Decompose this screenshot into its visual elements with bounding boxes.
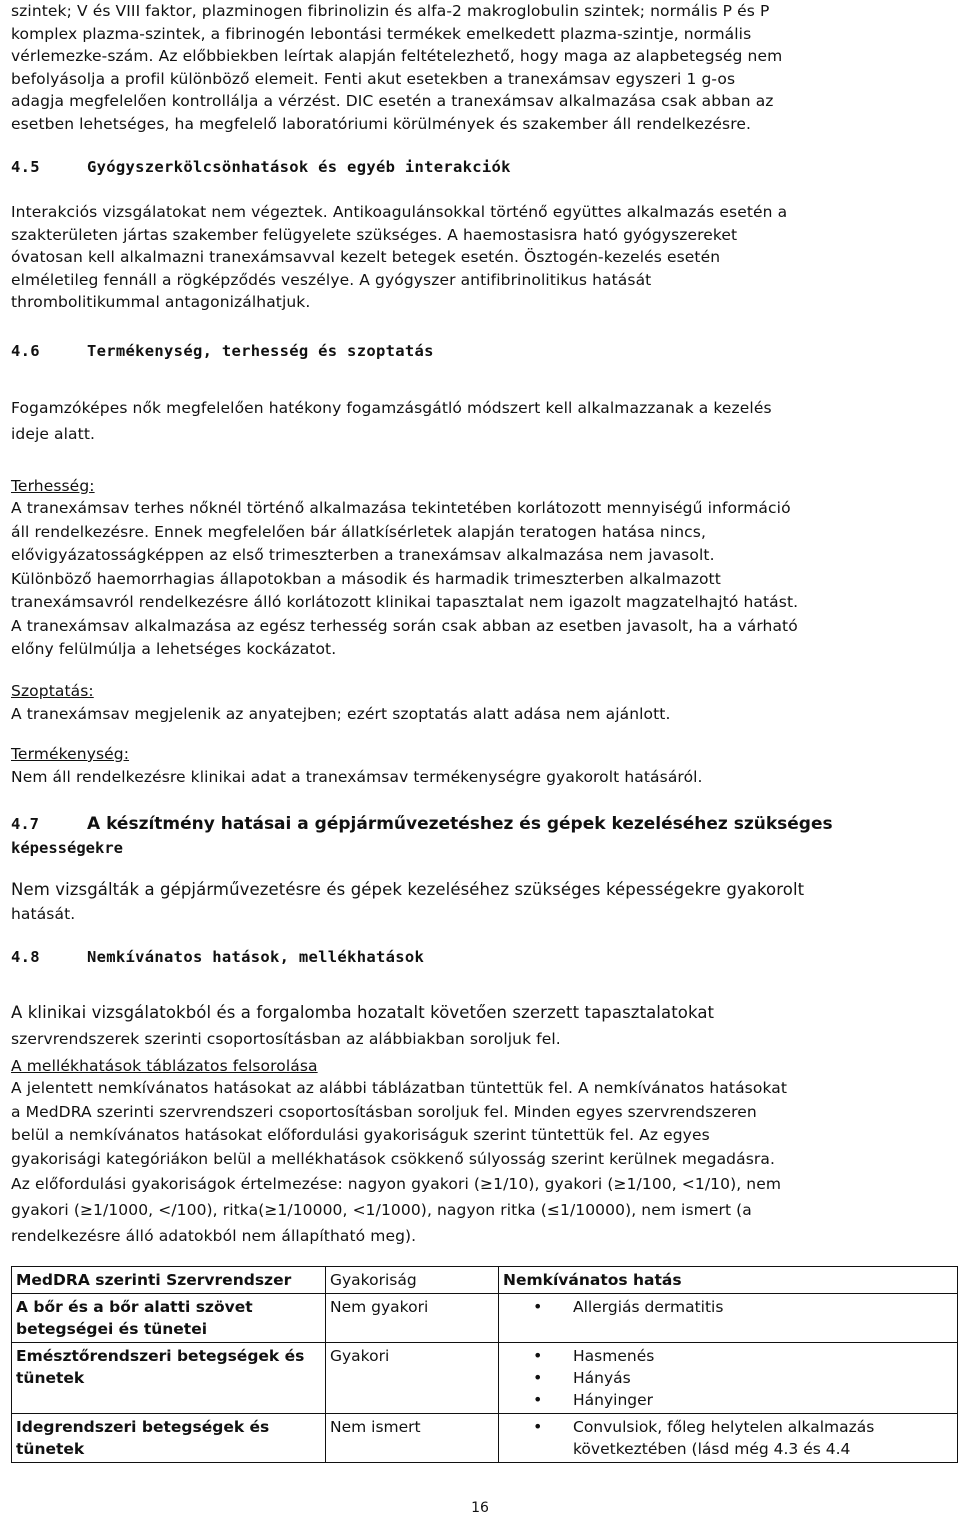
table-header-row xyxy=(12,1267,958,1294)
text-line: Interakciós vizsgálatokat nem végeztek. Antikoagulánsokkal történő együttes alkalmazás esetén a xyxy=(11,203,788,221)
section-4-5-body xyxy=(11,201,787,314)
effects-cell xyxy=(499,1343,958,1414)
text-line: ideje alatt. xyxy=(11,425,96,443)
text-line: óvatosan kell alkalmazni tranexámsavval kezelt betegek esetén. Ösztogén-kezelés esetén xyxy=(11,248,721,266)
section-number: 4.8 xyxy=(11,948,40,966)
frequency-cell: Gyakori xyxy=(326,1343,499,1414)
text-line: rendelkezésre álló adatokból nem állapítható meg). xyxy=(11,1227,417,1245)
section-number: 4.5 xyxy=(11,158,40,176)
list-item: • Hasmenés xyxy=(503,1345,953,1367)
section-title: Nemkívánatos hatások, mellékhatások xyxy=(87,948,425,966)
column-header: Gyakoriság xyxy=(326,1267,499,1294)
text-line: Nem vizsgálták a gépjárművezetésre és gépek kezeléséhez szükséges képességekre gyakorolt xyxy=(11,880,805,899)
text-line: szervrendszerek szerinti csoportosításban az alábbiakban soroljuk fel. xyxy=(11,1030,561,1048)
text-line: hatását. xyxy=(11,905,76,923)
text-line: Fogamzóképes nők megfelelően hatékony fogamzásgátló módszert kell alkalmazzanak a kezelés xyxy=(11,399,772,417)
list-item: • Hányás xyxy=(503,1367,953,1389)
text-line: vérlemezke-szám. Az előbbiekben leírtak alapján feltételezhető, hogy maga az alapbetegség nem xyxy=(11,47,783,65)
intro-paragraph xyxy=(11,0,941,135)
text-line: tranexámsavról rendelkezésre álló korlátozott klinikai tapasztalat nem igazolt magzatelhajtó hatást. xyxy=(11,593,799,611)
fertility-subheading: Termékenység: xyxy=(11,745,130,763)
text-line: befolyásolja a profil különböző elemeit. Fenti akut esetekben a tranexámsav egyszeri 1 g-os xyxy=(11,69,736,88)
text-line: A klinikai vizsgálatokból és a forgalomba hozatalt követően szerzett tapasztalatokat xyxy=(11,1003,715,1022)
section-title-cont: képességekre xyxy=(11,839,123,857)
text-line: elővigyázatosságképpen az első trimeszterben a tranexámsav alkalmazása nem javasolt. xyxy=(11,546,715,564)
text-line: A tranexámsav terhes nőknél történő alkalmazása tekintetében korlátozott mennyiségű információ xyxy=(11,499,791,517)
column-header: Nemkívánatos hatás xyxy=(499,1267,958,1294)
system-cell: A bőr és a bőr alatti szövet betegségei és tünetei xyxy=(12,1294,326,1343)
section-4-8-heading xyxy=(11,948,424,966)
table-subheading: A mellékhatások táblázatos felsorolása xyxy=(11,1057,318,1075)
system-cell: Idegrendszeri betegségek és tünetek xyxy=(12,1414,326,1463)
list-item: • Allergiás dermatitis xyxy=(503,1296,953,1318)
text-line: előny felülmúlja a lehetséges kockázatot. xyxy=(11,640,337,658)
page-number: 16 xyxy=(471,1500,489,1516)
text-line: belül a nemkívánatos hatásokat előfordulási gyakoriságuk szerint tüntettük fel. Az egyes xyxy=(11,1126,710,1144)
section-title: Termékenység, terhesség és szoptatás xyxy=(87,342,434,360)
lactation-body: A tranexámsav megjelenik az anyatejben; ezért szoptatás alatt adása nem ajánlott. xyxy=(11,705,671,723)
column-header: MedDRA szerinti Szervrendszer xyxy=(12,1267,326,1294)
text-line: a MedDRA szerinti szervrendszeri csoportosításban soroljuk fel. Minden egyes szervrendszeren xyxy=(11,1102,757,1121)
section-4-8-intro xyxy=(11,999,714,1051)
text-line: gyakorisági kategóriákon belül a mellékhatások csökkenő súlyosság szerint kerülnek megadásra. xyxy=(11,1149,775,1168)
frequency-cell: Nem ismert xyxy=(326,1414,499,1463)
section-title: A készítmény hatásai a gépjárművezetéshez és gépek kezeléséhez szükséges xyxy=(87,814,833,834)
section-4-6-intro xyxy=(11,395,772,447)
section-4-7-body xyxy=(11,877,804,925)
section-number: 4.7 xyxy=(11,815,39,833)
text-line: áll rendelkezésre. Ennek megfelelően bár állatkísérletek alapján teratogen hatása nincs, xyxy=(11,522,706,541)
text-line: gyakori (≥1/1000, </100), ritka(≥1/10000, <1/1000), nagyon ritka (≤1/10000), nem ismert (a xyxy=(11,1201,752,1219)
system-cell: Emésztőrendszeri betegségek és tünetek xyxy=(12,1343,326,1414)
section-4-6-heading xyxy=(11,342,434,360)
section-4-5-heading xyxy=(11,158,511,176)
lactation-subheading: Szoptatás: xyxy=(11,682,94,700)
text-line: Az előfordulási gyakoriságok értelmezése: nagyon gyakori (≥1/10), gyakori (≥1/100, <1/10), nem xyxy=(11,1175,782,1193)
adverse-effects-table xyxy=(11,1266,958,1463)
pregnancy-subheading: Terhesség: xyxy=(11,477,95,495)
effects-cell xyxy=(499,1414,958,1463)
table-row xyxy=(12,1343,958,1414)
fertility-body: Nem áll rendelkezésre klinikai adat a tranexámsav termékenységre gyakorolt hatásáról. xyxy=(11,768,703,786)
text-line: A tranexámsav alkalmazása az egész terhesség során csak abban az esetben javasolt, ha a várható xyxy=(11,616,798,635)
text-line: adagja megfelelően kontrollálja a vérzést. DIC esetén a tranexámsav alkalmazása csak abban az xyxy=(11,92,774,110)
text-line: szintek; V és VIII faktor, plazminogen fibrinolizin és alfa-2 makroglobulin szintek; normális P és P xyxy=(11,2,770,20)
frequency-cell: Nem gyakori xyxy=(326,1294,499,1343)
pregnancy-body xyxy=(11,497,798,662)
section-4-7-heading xyxy=(11,812,833,860)
effects-cell xyxy=(499,1294,958,1343)
text-line: A jelentett nemkívánatos hatásokat az alábbi táblázatban tüntettük fel. A nemkívánatos hatásokat xyxy=(11,1079,788,1097)
text-line: thrombolitikummal antagonizálhatjuk. xyxy=(11,293,311,311)
list-item: • Hányinger xyxy=(503,1389,953,1411)
list-item: • Convulsiok, főleg helytelen alkalmazás következtében (lásd még 4.3 és 4.4 xyxy=(503,1416,953,1460)
table-row xyxy=(12,1414,958,1463)
text-line: elméletileg fennáll a rögképződés veszélye. A gyógyszer antifibrinolitikus hatását xyxy=(11,270,652,289)
text-line: esetben lehetséges, ha megfelelő laboratóriumi körülmények és szakember áll rendelkezésre. xyxy=(11,114,751,133)
section-4-8-body xyxy=(11,1077,787,1249)
text-line: komplex plazma-szintek, a fibrinogén lebontási termékek emelkedett plazma-szintje, normális xyxy=(11,24,752,43)
section-number: 4.6 xyxy=(11,342,40,360)
section-title: Gyógyszerkölcsönhatások és egyéb interakciók xyxy=(87,158,511,176)
table-row xyxy=(12,1294,958,1343)
text-line: szakterületen jártas szakember felügyelete szükséges. A haemostasisra ható gyógyszereket xyxy=(11,225,738,244)
text-line: Különböző haemorrhagias állapotokban a második és harmadik trimeszterben alkalmazott xyxy=(11,569,721,588)
